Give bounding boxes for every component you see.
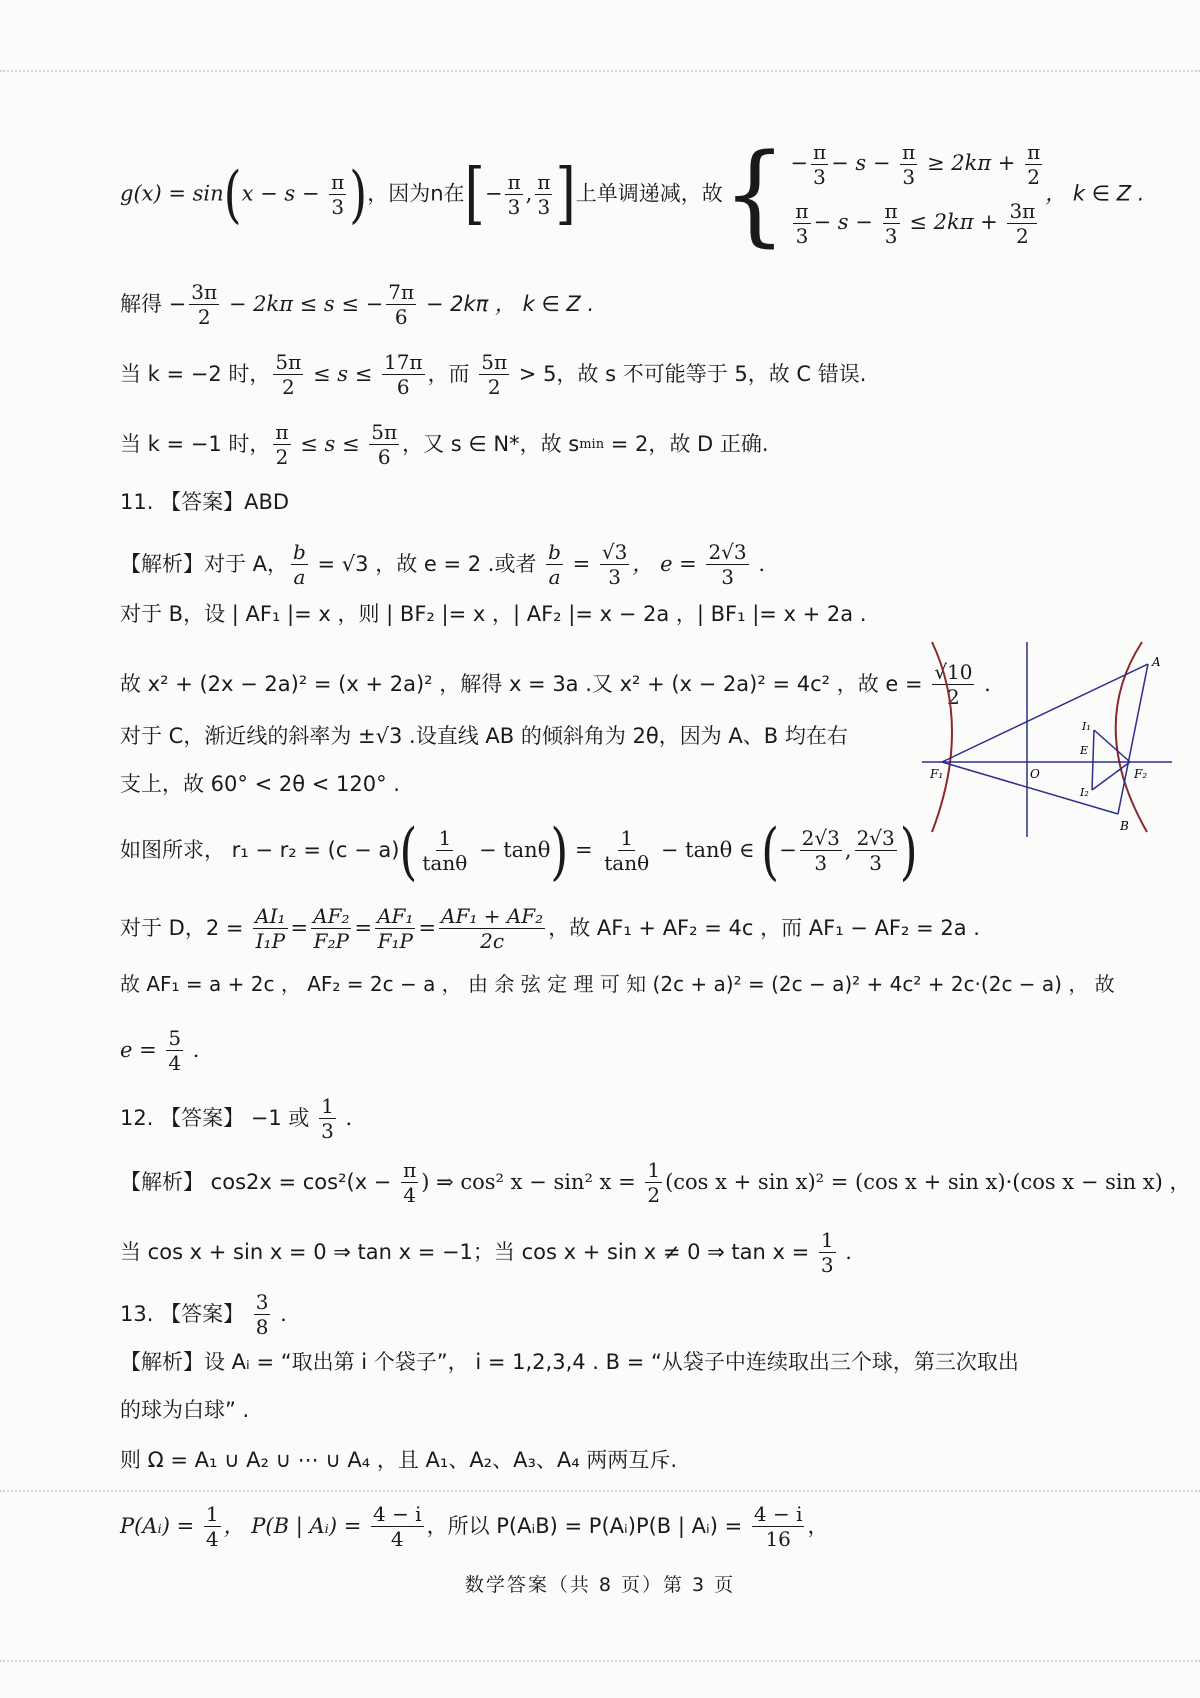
frac — [479, 350, 509, 399]
q11-line-8: 故 AF₁ = a + 2c ， AF₂ = 2c − a ， 由 余 弦 定 理 可 知 (2c + a)² = (2c − a)² + 4c² + 2c·(2c − a) ， 故 — [120, 972, 1115, 996]
system-row-1: − $\frac{\pi}{3}$ − s − $\frac{\pi}{3}$ ≥ 2kπ + $\frac{\pi}{2}$ — [790, 140, 1041, 189]
inequality-system — [786, 140, 1045, 248]
text: ≤ 2kπ + — [902, 210, 1005, 234]
text: ，因为n在 — [367, 181, 465, 206]
paren: ( — [223, 157, 242, 231]
q11-answer: 11. 【答案】ABD — [120, 490, 290, 514]
frac — [401, 1158, 418, 1207]
text: 【解析】 cos2x = cos²(x − — [120, 1170, 399, 1194]
frac-num: π — [884, 199, 898, 223]
frac-num: AF₁ — [377, 904, 414, 928]
text: ， e = — [632, 552, 704, 576]
label-B: B — [1120, 819, 1129, 833]
q11-line-7: 对于 D，2 = $\frac{\text{AI₁}}{\text{I₁P}}$ = $\frac{\text{AF₂}}{\text{F₂P}}$ = $\frac{\text{AF₁}}{\text{F₁P}}$ = $\frac{\text{AF₁ + AF₂}}{2c}$ ，故 AF₁ + AF₂ = 4c ，而 AF₁ − AF₂ = 2a . — [120, 904, 980, 953]
text: − tanθ — [472, 838, 551, 862]
frac-num: AF₁ + AF₂ — [441, 904, 544, 928]
text: ， — [807, 1514, 829, 1538]
frac-den: 4 — [403, 1183, 417, 1207]
text: 当 k = −1 时， — [120, 432, 271, 456]
frac-den: 3 — [814, 851, 828, 875]
line-k-minus-2 — [120, 350, 866, 399]
text: ≥ 2kπ + — [920, 151, 1023, 175]
text: 对于 D，2 = — [120, 916, 251, 940]
frac-num: π — [902, 140, 916, 164]
q13-answer — [120, 1290, 287, 1339]
bracket: [ — [464, 155, 485, 233]
label-I2: I₂ — [1080, 786, 1089, 799]
frac-num: AF₂ — [313, 904, 350, 928]
frac-den: 3 — [537, 194, 551, 219]
scan-line — [0, 70, 1200, 72]
q12-answer — [120, 1094, 352, 1143]
segment-I1F2 — [1094, 730, 1130, 762]
text: ，所以 P(AᵢB) = P(Aᵢ)P(B | Aᵢ) = — [426, 1514, 749, 1538]
frac-den: 3 — [321, 1119, 334, 1143]
frac-num: 1 — [647, 1158, 661, 1182]
frac — [706, 540, 748, 589]
label-A: A — [1152, 655, 1161, 669]
frac-num: 17π — [383, 350, 423, 374]
frac — [189, 280, 219, 329]
text: 13. 【答案】 — [120, 1302, 251, 1326]
system-row-2 — [790, 199, 1045, 248]
text: − 2kπ ， k ∈ Z . — [419, 292, 595, 316]
frac-num: 2√3 — [801, 826, 840, 850]
frac-num: 3 — [255, 1290, 269, 1314]
frac-den: 3 — [721, 565, 734, 589]
frac-den: 2 — [647, 1183, 661, 1207]
frac-num: π — [331, 169, 345, 194]
frac-den: 2 — [1027, 165, 1040, 189]
frac-num: 2√3 — [708, 540, 747, 564]
frac-num: b — [293, 540, 306, 564]
q13-line-2: 的球为白球” . — [120, 1398, 250, 1422]
label-I1: I₁ — [1082, 720, 1091, 733]
text: = √3 ，故 e = 2 .或者 — [310, 552, 544, 576]
text: e = — [120, 1038, 164, 1062]
frac — [291, 540, 308, 589]
label-E: E — [1080, 744, 1089, 757]
line-solve — [120, 280, 594, 329]
frac-num: √10 — [934, 660, 973, 684]
frac-num: 5π — [275, 350, 302, 374]
hyperbola-figure — [912, 632, 1172, 842]
frac — [546, 540, 563, 589]
text: ≤ s ≤ — [306, 362, 379, 386]
frac-num: 4 − i — [753, 1502, 803, 1526]
subscript: min — [579, 437, 605, 452]
text: P(Aᵢ) = — [120, 1514, 201, 1538]
frac-num: π — [275, 420, 289, 444]
frac-num: 1 — [820, 1228, 834, 1252]
line-k-minus-1 — [120, 420, 769, 469]
frac-den: 3 — [608, 565, 622, 589]
text: ，故 AF₁ + AF₂ = 4c ，而 AF₁ − AF₂ = 2a . — [548, 916, 980, 940]
segment-I1I2 — [1092, 730, 1094, 790]
text: − 2kπ ≤ s ≤ − — [222, 292, 384, 316]
frac-num: π — [507, 169, 521, 194]
q12-line-1 — [120, 1158, 1191, 1207]
label-F2: F₂ — [1134, 767, 1148, 781]
frac-den: 3 — [902, 165, 916, 189]
text: . — [186, 1038, 200, 1062]
frac-den: 3 — [813, 165, 826, 189]
frac-num: 4 − i — [372, 1502, 422, 1526]
text: ，而 — [427, 362, 477, 386]
frac-num: π — [403, 1158, 417, 1182]
frac-den: 4 — [205, 1527, 219, 1551]
page-footer: 数学答案（共 8 页）第 3 页 — [464, 1574, 736, 1596]
text: ， P(B | Aᵢ) = — [223, 1514, 368, 1538]
q11-line-2: 对于 B，设 | AF₁ |= x ，则 | BF₂ |= x ，| AF₂ |= x − 2a ，| BF₁ |= x + 2a . — [120, 602, 867, 626]
scan-line — [0, 1490, 1200, 1492]
text: ≤ s ≤ — [293, 432, 367, 456]
frac — [883, 199, 900, 248]
paren: ( — [761, 814, 780, 887]
q13-line-1: 【解析】设 Aᵢ = “取出第 i 个袋子”， i = 1,2,3,4 . B = “从袋子中连续取出三个球，第三次取出 — [120, 1350, 1019, 1374]
text: > 5，故 s 不可能等于 5，故 C 错误. — [512, 362, 867, 386]
frac-den: 8 — [255, 1315, 269, 1339]
minus: − — [484, 181, 503, 206]
label-O: O — [1030, 767, 1040, 781]
text: . — [273, 1302, 287, 1326]
frac-den: 3 — [507, 194, 521, 219]
text: 当 k = −2 时， — [120, 362, 271, 386]
frac-num: π — [537, 169, 551, 194]
text: ， k ∈ Z . — [1045, 181, 1145, 206]
frac — [600, 540, 629, 589]
text: . — [838, 1240, 852, 1264]
q12-line-2 — [120, 1228, 852, 1277]
frac-num: 5π — [481, 350, 508, 374]
text: 上单调递减，故 — [575, 181, 723, 206]
text: 【解析】对于 A， — [120, 552, 289, 576]
frac-num: 7π — [388, 280, 415, 304]
label-F1: F₁ — [930, 767, 944, 781]
gx-label: g(x) = sin — [120, 181, 224, 206]
frac-den: tanθ — [604, 851, 650, 875]
frac-num: 1 — [321, 1094, 334, 1118]
frac — [1007, 199, 1037, 248]
bracket: ] — [555, 155, 576, 233]
frac-den: 3 — [884, 224, 898, 248]
frac-den: 6 — [377, 445, 391, 469]
brace: { — [722, 129, 787, 258]
frac — [273, 420, 290, 469]
frac-den: 3 — [331, 194, 345, 219]
paren: ( — [399, 814, 418, 887]
text: . — [977, 672, 991, 696]
frac-num: π — [795, 199, 809, 223]
frac — [535, 170, 552, 219]
frac-num: π — [1027, 140, 1041, 164]
frac-num: AI₁ — [255, 904, 286, 928]
frac-num: 5 — [168, 1026, 182, 1050]
frac — [369, 420, 399, 469]
q11-line-3 — [120, 660, 991, 709]
text: 当 cos x + sin x = 0 ⇒ tan x = −1；当 cos x + sin x ≠ 0 ⇒ tan x = — [120, 1240, 816, 1264]
frac — [811, 140, 828, 189]
q11-line-5: 支上，故 60° < 2θ < 120° . — [120, 772, 400, 796]
frac-num: 1 — [438, 826, 452, 850]
frac-num: 3π — [1009, 199, 1036, 223]
q13-line-3: 则 Ω = A₁ ∪ A₂ ∪ ⋯ ∪ A₄ ，且 A₁、A₂、A₃、A₄ 两两互斥. — [120, 1448, 678, 1472]
q11-line-1 — [120, 540, 765, 589]
frac-den: 2 — [275, 445, 289, 469]
text: = 2，故 D 正确. — [604, 432, 769, 456]
frac-num: √3 — [601, 540, 628, 564]
frac-den: 16 — [765, 1527, 791, 1551]
text: − s − — [813, 210, 880, 234]
frac-den: 2 — [281, 375, 295, 399]
text: 解得 − — [120, 292, 187, 316]
q13-line-4 — [120, 1502, 828, 1551]
frac — [645, 1158, 662, 1207]
frac-num: π — [812, 140, 827, 164]
gx-arg: x − s − — [241, 181, 327, 206]
frac-den: 2 — [947, 685, 960, 709]
frac — [439, 904, 545, 953]
frac-den: 4 — [390, 1527, 404, 1551]
frac-den: I₁P — [255, 929, 286, 953]
text: = — [565, 552, 597, 576]
paren: ) — [899, 814, 918, 887]
frac — [382, 350, 425, 399]
frac — [204, 1502, 221, 1551]
frac-num: 2√3 — [856, 826, 895, 850]
frac — [855, 826, 897, 875]
frac — [793, 199, 810, 248]
frac — [800, 826, 842, 875]
text: (cos x + sin x)² = (cos x + sin x)·(cos x − sin x) ， — [665, 1170, 1191, 1194]
frac — [253, 904, 287, 953]
frac — [505, 170, 522, 219]
frac-den: a — [548, 565, 561, 589]
text: . — [751, 552, 766, 576]
q11-line-6: 如图所求， r₁ − r₂ = (c − a)( $\frac{1}{\tan\theta}$ − tanθ) = $\frac{1}{\tan\theta}$ − tanθ ∈ (− $\frac{2√3}{3}$ , $\frac{2√3}{3}$ ) — [120, 814, 918, 887]
paren: ) — [550, 814, 569, 887]
frac-den: a — [293, 565, 306, 589]
frac — [375, 904, 415, 953]
frac — [166, 1026, 183, 1075]
text: = — [568, 838, 600, 862]
frac — [386, 280, 416, 329]
text: 故 x² + (2x − 2a)² = (x + 2a)² ，解得 x = 3a .又 x² + (x − 2a)² = 4c² ，故 e = — [120, 672, 930, 696]
frac — [319, 1094, 336, 1143]
frac — [752, 1502, 805, 1551]
frac-num: 1 — [205, 1502, 219, 1526]
text: ，又 s ∈ N*，故 s — [402, 432, 580, 456]
frac-den: 2 — [487, 375, 501, 399]
q11-line-4: 对于 C，渐近线的斜率为 ±√3 .设直线 AB 的倾斜角为 2θ，因为 A、B 均在右 — [120, 724, 848, 748]
frac — [900, 140, 917, 189]
frac — [311, 904, 351, 953]
frac — [254, 1290, 271, 1339]
comma: , — [525, 181, 533, 206]
frac-den: 2c — [480, 929, 505, 953]
frac-num: 1 — [620, 826, 634, 850]
frac-den: 2 — [197, 305, 211, 329]
text: − tanθ ∈ — [654, 838, 762, 862]
frac — [1025, 140, 1042, 189]
frac-num: 3π — [191, 280, 218, 304]
scan-line — [0, 1660, 1200, 1662]
frac — [602, 826, 651, 875]
text: 如图所求， r₁ − r₂ = (c − a) — [120, 838, 400, 862]
frac-num: b — [548, 540, 561, 564]
text: − s − — [831, 151, 898, 175]
frac — [819, 1228, 836, 1277]
q11-line-9 — [120, 1026, 199, 1075]
frac-den: 3 — [820, 1253, 834, 1277]
text: 12. 【答案】 −1 或 — [120, 1106, 317, 1130]
frac-den: 3 — [795, 224, 809, 248]
line-gx — [120, 129, 1145, 258]
frac — [273, 350, 303, 399]
frac-den: F₁P — [377, 929, 413, 953]
frac — [420, 826, 469, 875]
frac — [371, 1502, 424, 1551]
frac-den: tanθ — [422, 851, 468, 875]
frac-num: 5π — [371, 420, 398, 444]
frac — [329, 170, 346, 219]
paren: ) — [349, 157, 368, 231]
frac-den: 2 — [1016, 224, 1029, 248]
frac-den: F₂P — [313, 929, 349, 953]
frac-den: 4 — [168, 1051, 182, 1075]
hyperbola-left-branch — [932, 642, 952, 832]
text: ) ⇒ cos² x − sin² x = — [421, 1170, 643, 1194]
text: . — [338, 1106, 353, 1130]
frac-den: 6 — [396, 375, 410, 399]
frac-den: 6 — [394, 305, 408, 329]
frac-den: 3 — [869, 851, 883, 875]
